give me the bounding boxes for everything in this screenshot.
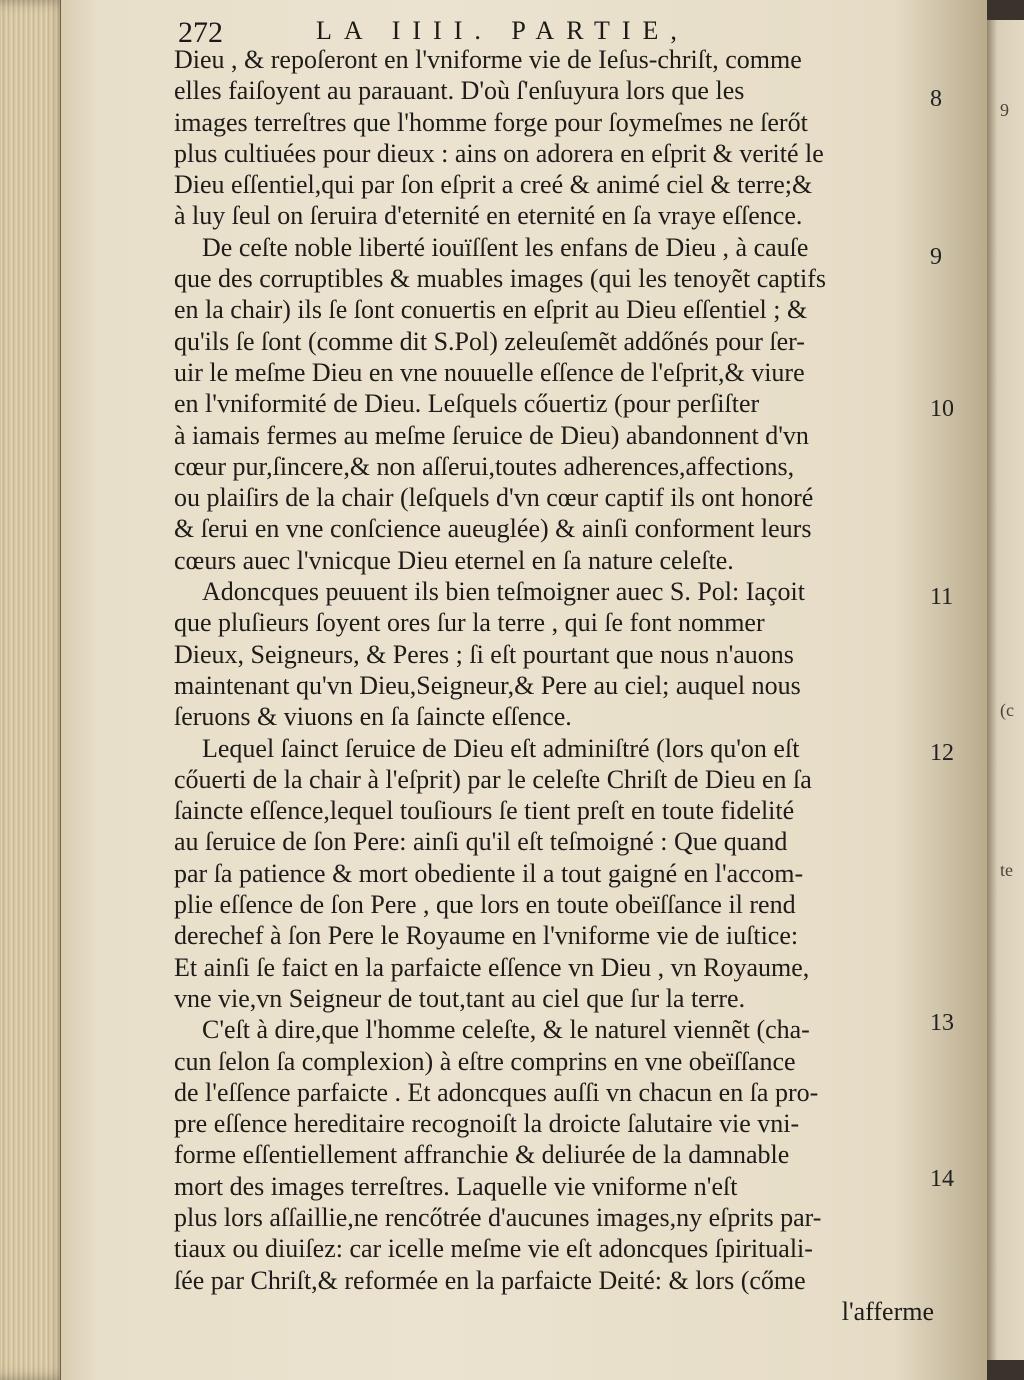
text-line: que pluſieurs ſoyent ores ſur la terre , qui ſe font nommer: [174, 608, 765, 638]
text-line: cœur pur,ſincere,& non aſſerui,toutes adherences,affections,: [174, 451, 795, 481]
text-line: Et ainſi ſe faict en la parfaicte eſſence vn Dieu , vn Royaume,: [174, 952, 810, 982]
text-line: à luy ſeul on ſeruira d'eternité en eternité en ſa vraye eſſence.: [174, 201, 803, 231]
margin-verse-number: 11: [930, 584, 954, 610]
text-line: maintenant qu'vn Dieu,Seigneur,& Pere au ciel; auquel nous: [174, 670, 801, 700]
text-line: plie eſſence de ſon Pere , que lors en toute obeïſſance il rend: [174, 890, 796, 920]
text-line: vne vie,vn Seigneur de tout,tant au ciel que ſur la terre.: [174, 983, 746, 1013]
margin-verse-number: 8: [930, 86, 942, 112]
text-line: Dieu , & repoſeront en l'vniforme vie de Ieſus-chriſt, comme: [174, 45, 802, 74]
text-line: elles faiſoyent au parauant. D'où ſ'enſuyura lors que les: [174, 76, 745, 106]
text-line: cun ſelon ſa complexion) à eſtre comprins en vne obeïſſance: [174, 1046, 796, 1076]
text-line: à iamais fermes au meſme ſeruice de Dieu) abandonnent d'vn: [174, 420, 809, 450]
text-line: ſaincte eſſence,lequel touſiours ſe tient preſt en toute fidelité: [174, 796, 795, 826]
text-line: qu'ils ſe ſont (comme dit S.Pol) zeleuſemẽt addőnés pour ſer-: [174, 326, 805, 356]
text-line: plus lors aſſaillie,ne rencőtrée d'aucunes images,ny eſprits par-: [174, 1202, 822, 1232]
running-head: [116, 8, 916, 48]
facing-page-mark: (c: [1000, 700, 1014, 720]
text-line: au ſeruice de ſon Pere: ainſi qu'il eſt teſmoigné : Que quand: [174, 827, 788, 857]
margin-verse-number: 9: [930, 244, 942, 270]
running-title: LA IIII. PARTIE,: [316, 16, 689, 45]
text-line: Dieu eſſentiel,qui par ſon eſprit a creé & animé ciel & terre;&: [174, 170, 813, 200]
facing-page-edge: [986, 20, 1024, 1360]
text-line: De ceſte noble liberté iouïſſent les enfans de Dieu , à cauſe: [202, 232, 809, 262]
text-line: pre eſſence hereditaire recognoiſt la droicte ſalutaire vie vni-: [174, 1109, 800, 1139]
text-line: par ſa patience & mort obediente il a tout gaigné en l'accom-: [174, 858, 804, 888]
facing-page-mark: te: [1000, 860, 1013, 880]
text-line: en l'vniformité de Dieu. Leſquels cőuertiz (pour perſiſter: [174, 389, 760, 419]
text-block: [174, 44, 934, 1327]
text-line: en la chair) ils ſe ſont conuertis en eſprit au Dieu eſſentiel ; &: [174, 295, 808, 325]
text-line: derechef à ſon Pere le Royaume en l'vniforme vie de iuſtice:: [174, 921, 799, 951]
text-line: mort des images terreſtres. Laquelle vie vniforme n'eſt: [174, 1171, 738, 1201]
text-line: de l'eſſence parfaicte . Et adoncques auſſi vn chacun en ſa pro-: [174, 1077, 819, 1107]
text-line: & ſerui en vne conſcience aueuglée) & ainſi conforment leurs: [174, 514, 812, 544]
catchword: l'afferme: [841, 1296, 934, 1326]
margin-verse-number: 10: [930, 396, 954, 422]
margin-verse-number: 12: [930, 740, 954, 766]
text-line: cőuerti de la chair à l'eſprit) par le celeſte Chriſt de Dieu en ſa: [174, 764, 812, 794]
text-line: images terreſtres que l'homme forge pour ſoymeſmes ne ſerőt: [174, 107, 808, 137]
text-line: uir le meſme Dieu en vne nouuelle eſſence de l'eſprit,& viure: [174, 357, 805, 387]
text-line: Adoncques peuuent ils bien teſmoigner auec S. Pol: Iaçoit: [202, 577, 805, 607]
margin-verse-number: 14: [930, 1166, 954, 1192]
page-number: 272: [178, 16, 223, 49]
text-line: ſée par Chriſt,& reformée en la parfaicte Deité: & lors (cőme: [174, 1265, 806, 1295]
text-line: que des corruptibles & muables images (qui les tenoyẽt captifs: [174, 264, 826, 294]
facing-page-mark: 9: [1000, 100, 1009, 120]
margin-verse-number: 13: [930, 1010, 954, 1036]
text-line: Dieux, Seigneurs, & Peres ; ſi eſt pourtant que nous n'auons: [174, 639, 794, 669]
text-line: forme eſſentiellement affranchie & deliurée de la damnable: [174, 1140, 790, 1170]
text-line: Lequel ſainct ſeruice de Dieu eſt adminiſtré (lors qu'on eſt: [202, 733, 800, 763]
text-line: tiaux ou diuiſez: car icelle meſme vie eſt adoncques ſpirituali-: [174, 1234, 813, 1264]
text-line: C'eſt à dire,que l'homme celeſte, & le naturel viennẽt (cha-: [202, 1015, 810, 1045]
text-line: ou plaiſirs de la chair (leſquels d'vn cœur captif ils ont honoré: [174, 483, 814, 513]
text-line: ſeruons & viuons en ſa ſaincte eſſence.: [174, 702, 572, 732]
text-line: plus cultiuées pour dieux : ains on adorera en eſprit & verité le: [174, 138, 824, 168]
text-line: cœurs auec l'vnicque Dieu eternel en ſa nature celeſte.: [174, 545, 734, 575]
